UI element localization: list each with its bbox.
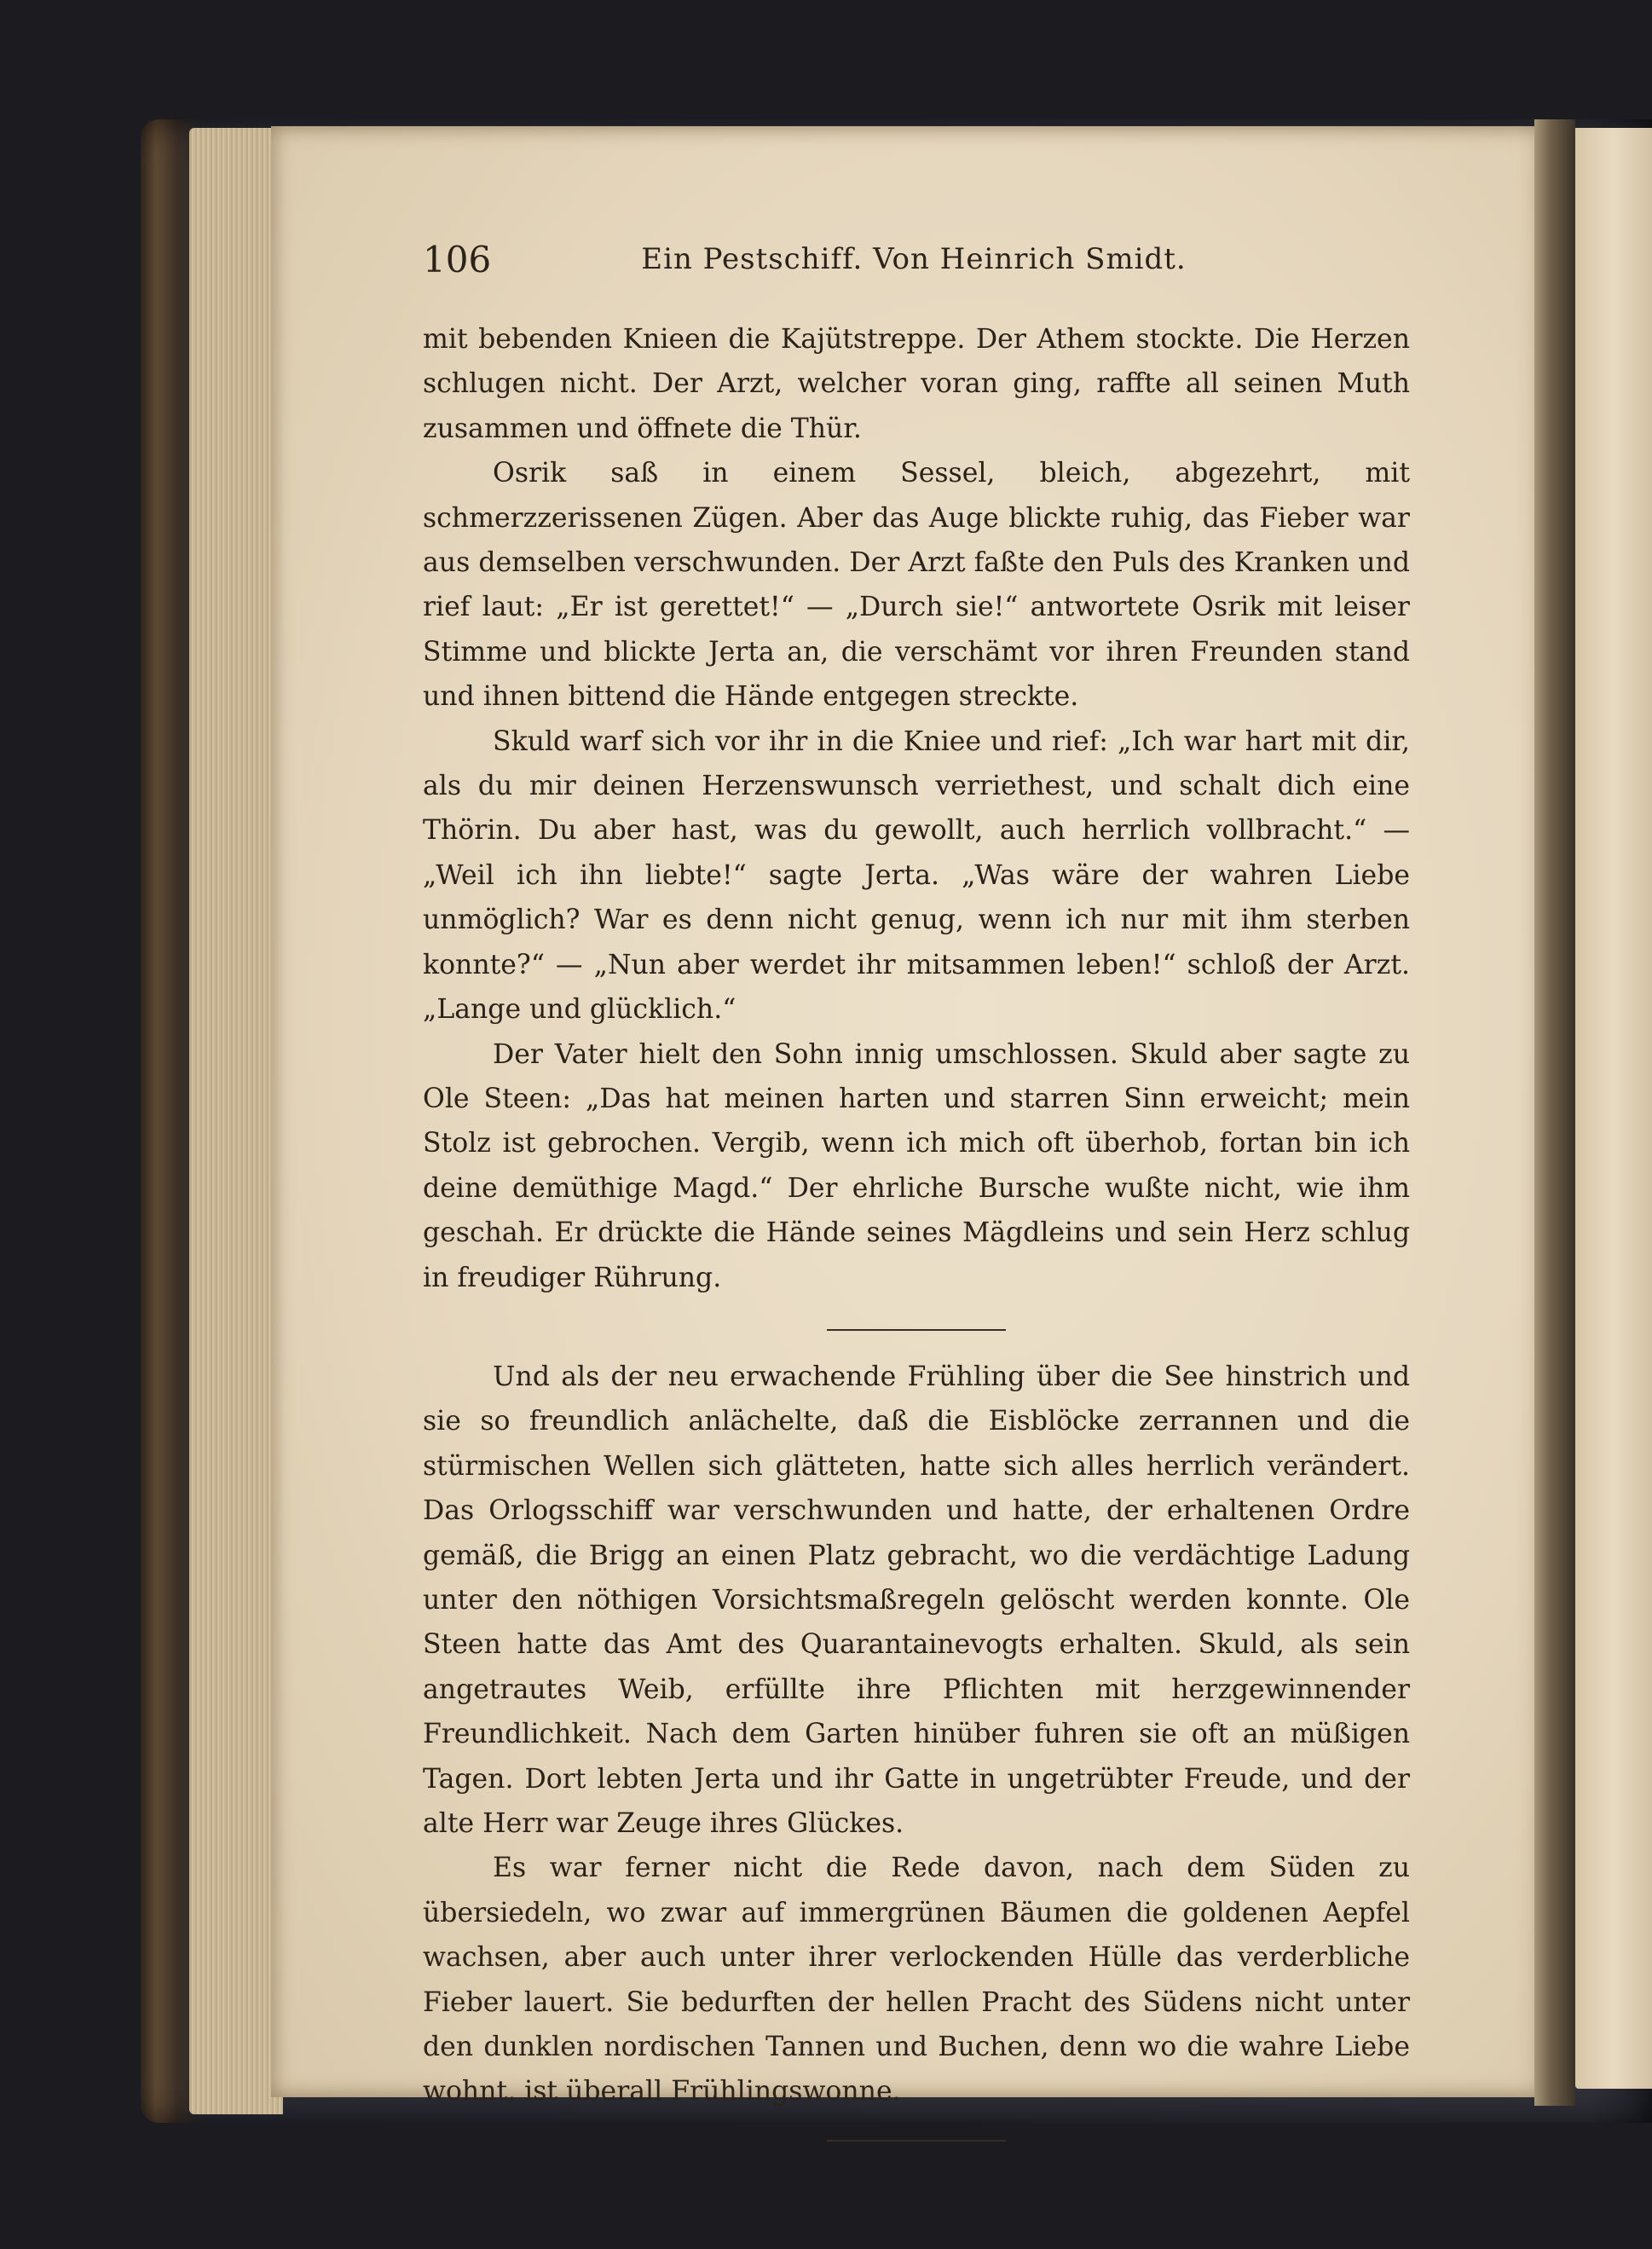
facing-page-edge	[1575, 128, 1652, 2089]
paragraph: Skuld warf sich vor ihr in die Kniee und rief: „Ich war hart mit dir, als du mir deinen Herzenswunsch verriethest, und schalt dich eine Thörin. Du aber hast, was du gewollt, auch herrlich vollbracht.“ — „Weil ich ihn liebte!“ sagte Jerta. „Was wäre der wahren Liebe unmöglich? War es denn nicht genug, wenn ich nur mit ihm sterben konnte?“ — „Nun aber werdet ihr mitsammen leben!“ schloß der Arzt. „Lange und glücklich.“	[423, 726, 1410, 1026]
running-title: Ein Pestschiff. Von Heinrich Smidt.	[641, 242, 1187, 276]
paragraph: mit bebenden Knieen die Kajütstreppe. Der Athem stockte. Die Herzen schlugen nicht. Der Arzt, welcher voran ging, raffte all seinen Muth zusammen und öffnete die Thür.	[423, 324, 1410, 444]
paragraph: Osrik saß in einem Sessel, bleich, abgezehrt, mit schmerzzerissenen Zügen. Aber das Auge blickte ruhig, das Fieber war aus demselben verschwunden. Der Arzt faßte den Puls des Kranken und rief laut: „Er ist gerettet!“ — „Durch sie!“ antwortete Osrik mit leiser Stimme und blickte Jerta an, die verschämt vor ihren Freunden stand und ihnen bittend die Hände entgegen streckte.	[423, 458, 1410, 713]
page-header	[423, 239, 1405, 281]
paragraph: Es war ferner nicht die Rede davon, nach dem Süden zu übersiedeln, wo zwar auf immergrünen Bäumen die goldenen Aepfel wachsen, aber auch unter ihrer verlockenden Hülle das verderbliche Fieber lauert. Sie bedurften der hellen Pracht des Südens nicht unter den dunklen nordischen Tannen und Buchen, denn wo die wahre Liebe wohnt, ist überall Frühlingswonne.	[423, 1853, 1410, 2107]
section-divider	[827, 1329, 1006, 1331]
page-edges	[189, 128, 283, 2114]
body-text	[423, 317, 1410, 2165]
paragraph: Der Vater hielt den Sohn innig umschlossen. Skuld aber sagte zu Ole Steen: „Das hat meinen harten und starren Sinn erweicht; mein Stolz ist gebrochen. Vergib, wenn ich mich oft überhob, fortan bin ich deine demüthige Magd.“ Der ehrliche Bursche wußte nicht, wie ihm geschah. Er drückte die Hände seines Mägdleins und sein Herz schlug in freudiger Rührung.	[423, 1038, 1410, 1293]
book-gutter	[1534, 119, 1575, 2106]
page-number: 106	[423, 239, 492, 280]
end-divider	[827, 2140, 1006, 2142]
paragraph: Und als der neu erwachende Frühling über die See hinstrich und sie so freundlich anlächelte, daß die Eisblöcke zerrannen und die stürmischen Wellen sich glätteten, hatte sich alles herrlich verändert. Das Orlogsschiff war verschwunden und hatte, der erhaltenen Ordre gemäß, die Brigg an einen Platz gebracht, wo die verdächtige Ladung unter den nöthigen Vorsichtsmaßregeln gelöscht werden konnte. Ole Steen hatte das Amt des Quarantainevogts erhalten. Skuld, als sein angetrautes Weib, erfüllte ihre Pflichten mit herzgewinnender Freundlichkeit. Nach dem Garten hinüber fuhren sie oft an müßigen Tagen. Dort lebten Jerta und ihr Gatte in ungetrübter Freude, und der alte Herr war Zeuge ihres Glückes.	[423, 1361, 1410, 1839]
